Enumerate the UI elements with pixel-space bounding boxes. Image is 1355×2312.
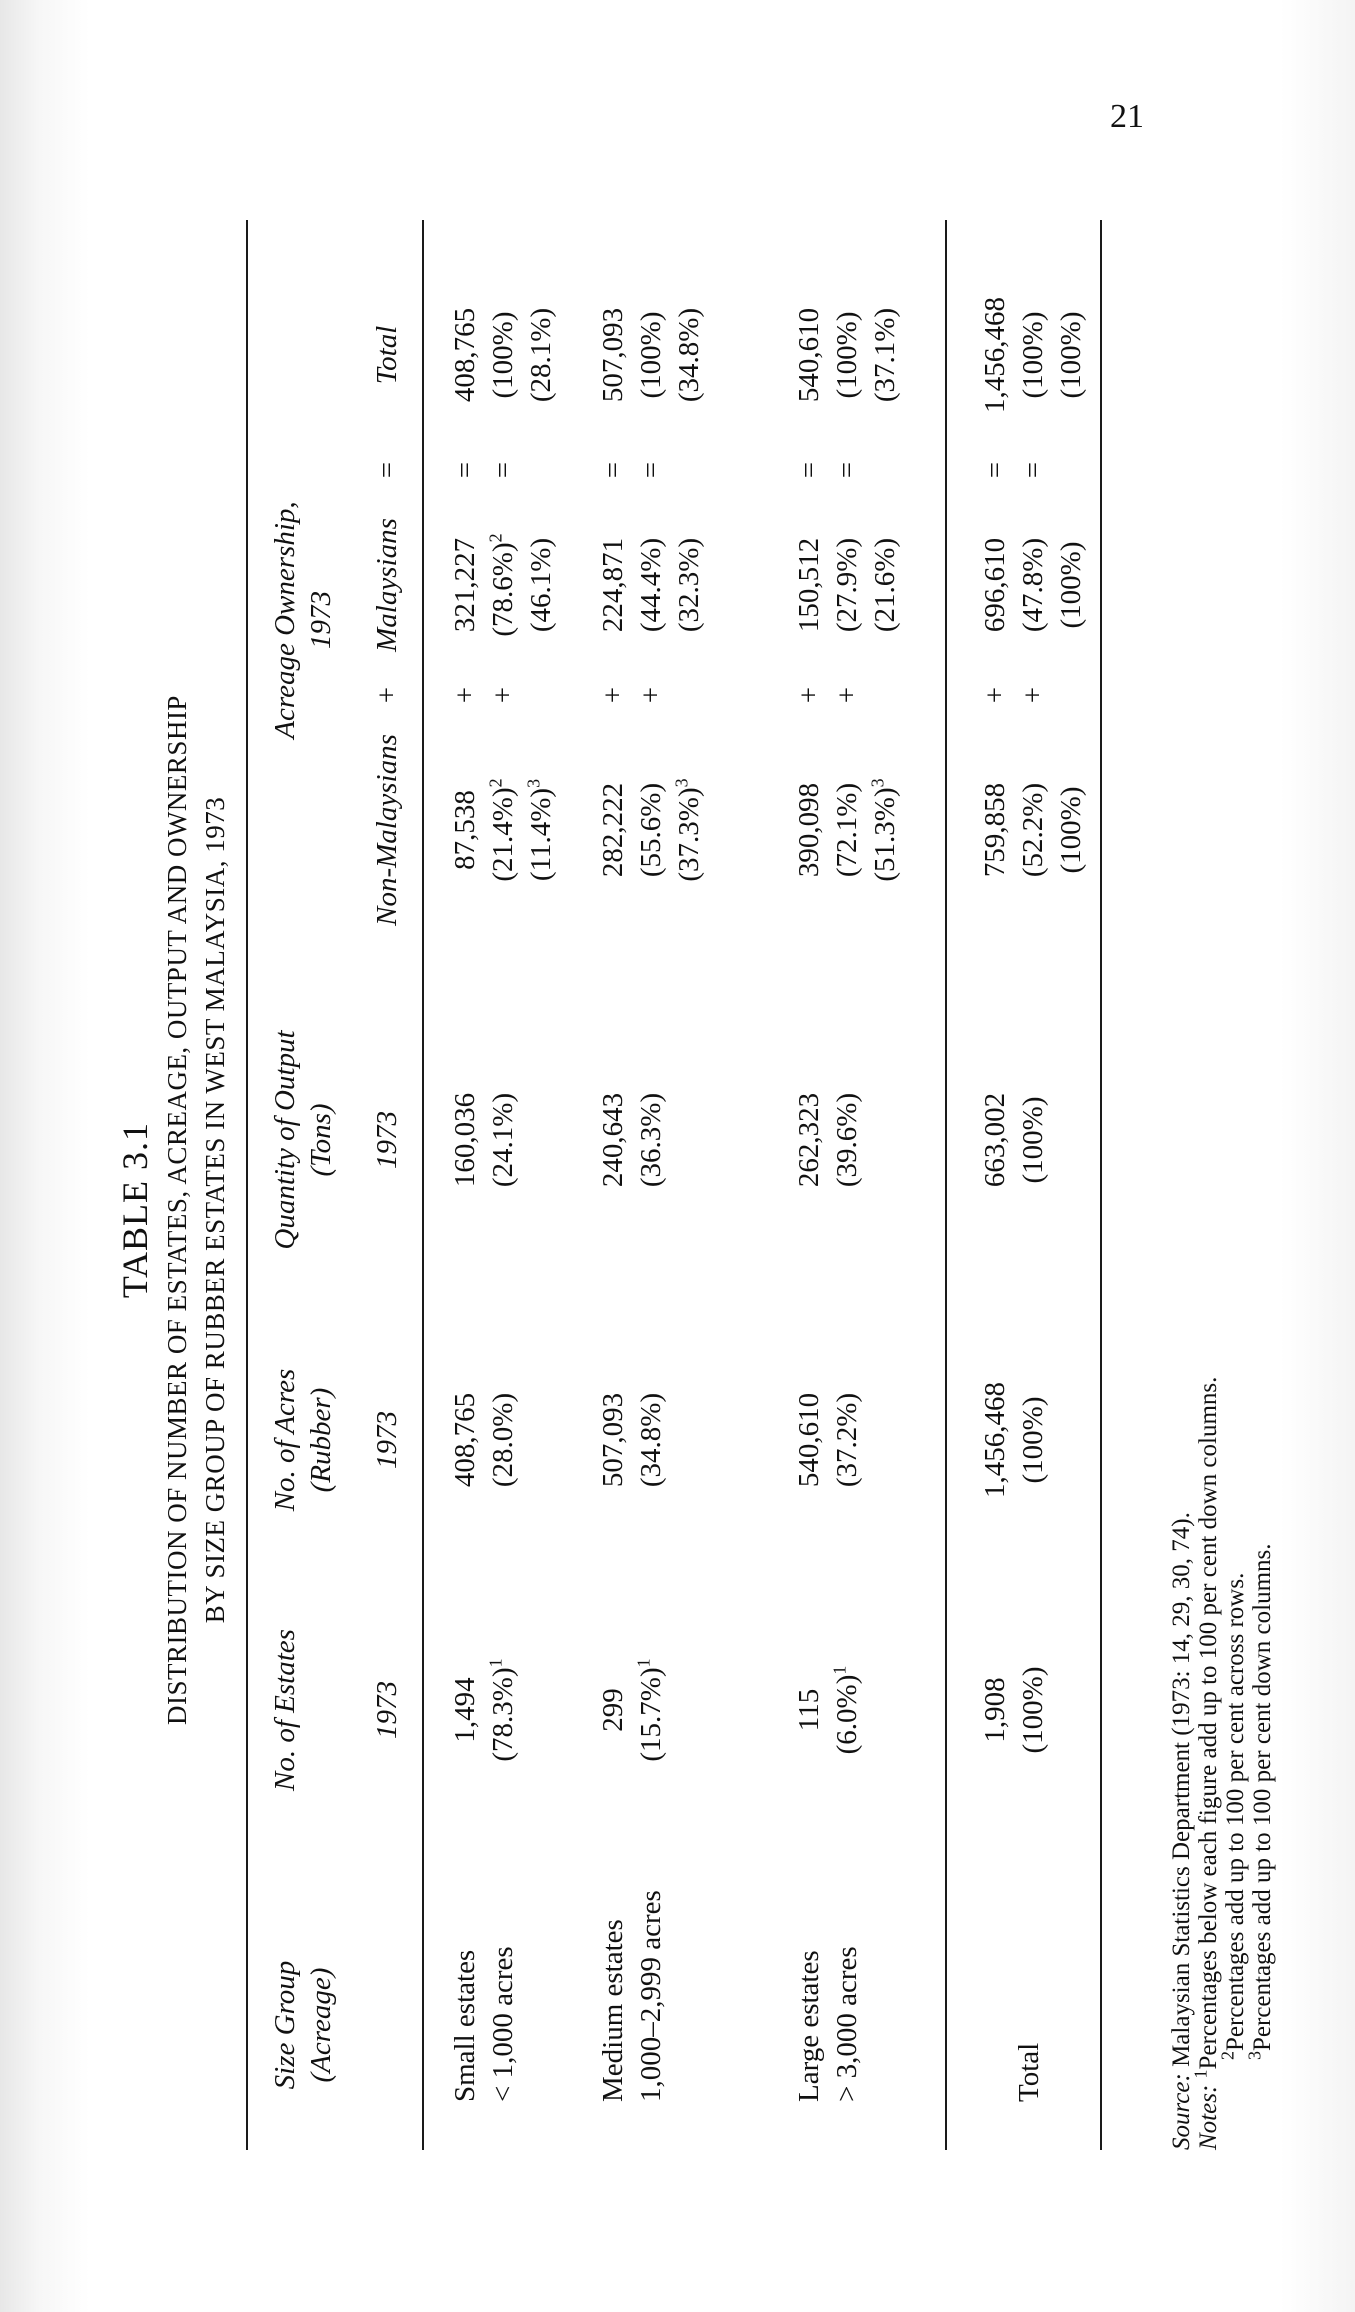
row-medium-non-mal-pct-row: (55.6%): [635, 782, 667, 878]
total-plus-2: +: [1017, 686, 1049, 704]
row-medium-total-pct-col: (34.8%): [673, 307, 705, 403]
row-small-mal-pct-row: $(78.6\%)^2$: [485, 533, 519, 637]
source-line: [1168, 1377, 1195, 2150]
row-large-label: Large estates: [793, 1950, 825, 2102]
header-rule: [422, 220, 424, 2150]
header-size-group-unit: (Acreage): [305, 1967, 337, 2083]
row-small-non-mal-pct-col: $(11.4\%)^3$: [523, 778, 557, 882]
total-non-mal-pct-col: (100%): [1055, 786, 1087, 874]
bottom-rule: [1100, 220, 1102, 2150]
row-large-total-pct-col: (37.1%): [869, 307, 901, 403]
row-medium-equals-2: =: [635, 461, 667, 479]
header-acres-year: 1973: [371, 1411, 403, 1469]
row-large-total: 540,610: [793, 307, 825, 403]
row-large-non-mal-pct-col: $(51.3\%)^3$: [867, 778, 901, 882]
header-output: Quantity of Output: [269, 1030, 301, 1250]
source-text: Malaysian Statistics Department (1973: 14, 29, 30, 74).: [1168, 1512, 1195, 2067]
total-mal-pct-row: (47.8%): [1017, 537, 1049, 633]
header-estates-year: 1973: [371, 1681, 403, 1739]
row-medium-acres-pct: (34.8%): [635, 1392, 667, 1488]
row-small-mal-pct-col: (46.1%): [525, 537, 557, 633]
row-small-plus-2: +: [487, 686, 519, 704]
note-line-2: [1217, 1377, 1249, 2150]
header-size-group: Size Group: [269, 1960, 301, 2090]
total-equals: =: [979, 461, 1011, 479]
note-mark-3: 3: [1244, 2051, 1265, 2060]
header-non-malaysians: Non-Malaysians: [371, 734, 403, 926]
header-malaysians: Malaysians: [371, 518, 403, 652]
row-medium-plus-2: +: [635, 686, 667, 704]
table-notes: [1168, 1377, 1276, 2150]
row-small-label: Small estates: [449, 1949, 481, 2102]
total-rule: [945, 220, 947, 2150]
row-medium-acres: 507,093: [597, 1392, 629, 1488]
row-medium-mal-pct-col: (32.3%): [673, 537, 705, 633]
total-acres-pct: (100%): [1017, 1396, 1049, 1484]
row-small-estates-pct: $(78.3\%)^1$: [485, 1658, 519, 1762]
total-estates: 1,908: [979, 1677, 1011, 1743]
header-acres: No. of Acres: [269, 1368, 301, 1512]
note-mark-2: 2: [1217, 2051, 1238, 2060]
total-equals-2: =: [1017, 461, 1049, 479]
row-small-equals-2: =: [487, 461, 519, 479]
row-large-mal: 150,512: [793, 537, 825, 633]
row-small-estates: 1,494: [449, 1677, 481, 1743]
rotated-table: [100, 150, 1276, 2270]
total-mal-pct-col: (100%): [1055, 541, 1087, 629]
row-large-estates: 115: [793, 1688, 825, 1732]
row-small-non-mal: 87,538: [449, 790, 481, 870]
row-large-range: > 3,000 acres: [831, 1946, 863, 2102]
total-estates-pct: (100%): [1017, 1666, 1049, 1754]
page-number: 21: [1110, 98, 1144, 135]
total-output: 663,002: [979, 1092, 1011, 1188]
row-small-acres: 408,765: [449, 1392, 481, 1488]
row-small-total-pct-col: (28.1%): [525, 307, 557, 403]
row-large-output: 262,323: [793, 1092, 825, 1188]
header-output-year: 1973: [371, 1111, 403, 1169]
total-non-mal-pct-row: (52.2%): [1017, 782, 1049, 878]
row-large-mal-pct-row: (27.9%): [831, 537, 863, 633]
notes-label: Notes:: [1195, 2084, 1222, 2150]
note-line-3: [1244, 1377, 1276, 2150]
row-large-plus-2: +: [831, 686, 863, 704]
row-medium-total: 507,093: [597, 307, 629, 403]
row-large-equals-2: =: [831, 461, 863, 479]
row-large-total-pct-row: (100%): [831, 311, 863, 399]
total-non-mal: 759,858: [979, 782, 1011, 878]
note-mark-1: 1: [1190, 2069, 1211, 2079]
row-small-mal: 321,227: [449, 537, 481, 633]
table-title: TABLE 3.1: [115, 1121, 155, 1299]
header-acres-unit: (Rubber): [305, 1387, 337, 1493]
table-subtitle-line1: DISTRIBUTION OF NUMBER OF ESTATES, ACREAGE, OUTPUT AND OWNERSHIP: [162, 695, 192, 1725]
source-label: Source:: [1168, 2073, 1195, 2150]
total-plus: +: [979, 686, 1011, 704]
row-large-output-pct: (39.6%): [831, 1092, 863, 1188]
row-large-acres-pct: (37.2%): [831, 1392, 863, 1488]
row-large-plus: +: [793, 686, 825, 704]
header-output-unit: (Tons): [305, 1103, 337, 1177]
total-acres: 1,456,468: [979, 1382, 1011, 1498]
row-large-mal-pct-col: (21.6%): [869, 537, 901, 633]
row-medium-plus: +: [597, 686, 629, 704]
row-medium-range: 1,000–2,999 acres: [635, 1890, 667, 2102]
row-small-acres-pct: (28.0%): [487, 1392, 519, 1488]
row-small-range: < 1,000 acres: [487, 1946, 519, 2102]
total-total-pct-row: (100%): [1017, 311, 1049, 399]
total-total: 1,456,468: [979, 297, 1011, 413]
total-label: Total: [1013, 2042, 1045, 2102]
row-small-non-mal-pct-row: $(21.4\%)^2$: [485, 778, 519, 882]
row-small-equals: =: [449, 461, 481, 479]
header-equals: =: [371, 461, 403, 479]
row-medium-output-pct: (36.3%): [635, 1092, 667, 1188]
row-small-output: 160,036: [449, 1092, 481, 1188]
row-medium-estates-pct: $(15.7\%)^1$: [633, 1658, 667, 1762]
row-small-total: 408,765: [449, 307, 481, 403]
total-output-pct: (100%): [1017, 1096, 1049, 1184]
row-medium-equals: =: [597, 461, 629, 479]
row-medium-estates: 299: [597, 1688, 629, 1732]
row-medium-label: Medium estates: [597, 1919, 629, 2102]
row-medium-non-mal: 282,222: [597, 782, 629, 878]
row-small-plus: +: [449, 686, 481, 704]
header-plus: +: [371, 686, 403, 704]
row-large-non-mal-pct-row: (72.1%): [831, 782, 863, 878]
note-text-2: Percentages add up to 100 per cent across rows.: [1222, 1572, 1249, 2051]
row-medium-mal: 224,871: [597, 537, 629, 633]
row-medium-non-mal-pct-col: $(37.3\%)^3$: [671, 778, 705, 882]
note-line-1: [1190, 1376, 1222, 2150]
row-small-total-pct-row: (100%): [487, 311, 519, 399]
top-rule: [246, 220, 248, 2150]
table-subtitle-line2: BY SIZE GROUP OF RUBBER ESTATES IN WEST MALAYSIA, 1973: [200, 796, 230, 1624]
header-ownership: Acreage Ownership,: [269, 501, 301, 739]
row-medium-total-pct-row: (100%): [635, 311, 667, 399]
row-large-non-mal: 390,098: [793, 782, 825, 878]
row-large-estates-pct: $(6.0\%)^1$: [829, 1665, 863, 1755]
row-large-acres: 540,610: [793, 1392, 825, 1488]
note-text-1: Percentages below each figure add up to 100 per cent down columns.: [1195, 1376, 1222, 2070]
row-large-equals: =: [793, 461, 825, 479]
note-text-3: Percentages add up to 100 per cent down columns.: [1249, 1543, 1276, 2051]
header-ownership-year: 1973: [305, 591, 337, 649]
total-total-pct-col: (100%): [1055, 311, 1087, 399]
header-estates: No. of Estates: [269, 1629, 301, 1791]
row-medium-output: 240,643: [597, 1092, 629, 1188]
row-medium-mal-pct-row: (44.4%): [635, 537, 667, 633]
header-total: Total: [371, 325, 403, 385]
total-mal: 696,610: [979, 537, 1011, 633]
row-small-output-pct: (24.1%): [487, 1092, 519, 1188]
